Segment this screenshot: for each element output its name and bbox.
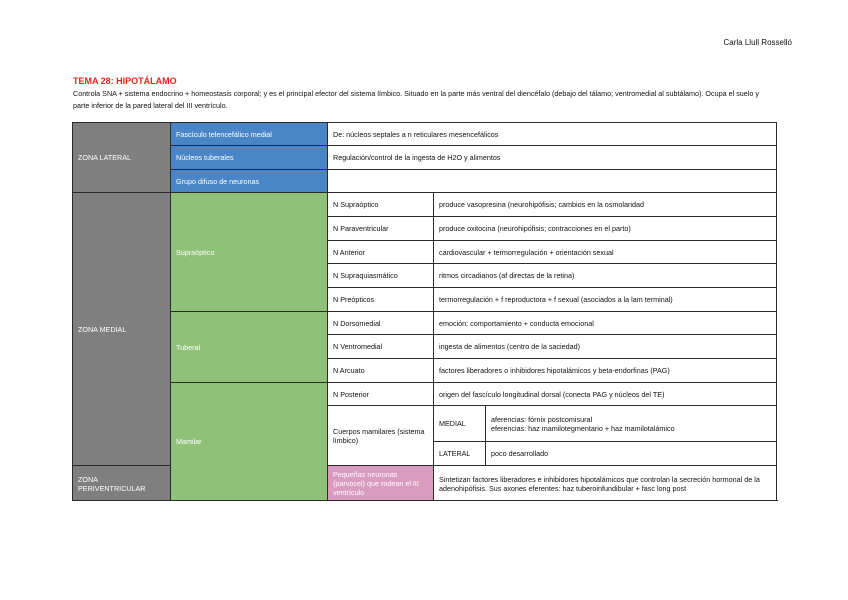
nucleus-name: N Preópticos	[328, 288, 434, 312]
nucleus-name: N Supraquiasmático	[328, 264, 434, 288]
nucleus-name: N Arcuato	[328, 359, 434, 383]
nucleus-name: N Paraventricular	[328, 217, 434, 241]
table-row	[73, 312, 777, 335]
zone-lateral-label: ZONA LATERAL	[73, 123, 171, 193]
nucleus-function: factores liberadores o inhibidores hipotalámicos y beta-endorfinas (PAG)	[434, 359, 777, 383]
nucleus-function: produce oxitocina (neurohipófisis; contracciones en el parto)	[434, 217, 777, 241]
cuerpos-mamilares: Cuerpos mamilares (sistema límbico)	[328, 406, 434, 466]
table-row	[73, 146, 777, 170]
region-tuberal: Tuberal	[171, 312, 328, 383]
region-supraoptico: Supraóptico	[171, 193, 328, 312]
nucleus-function: ingesta de alimentos (centro de la saciedad)	[434, 335, 777, 359]
lateral-structure-desc: De: núcleos septales a n reticulares mesencefálicos	[328, 123, 777, 146]
author-name: Carla Llull Rosselló	[723, 38, 792, 47]
lateral-structure-desc: Regulación/control de la ingesta de H2O y alimentos	[328, 146, 777, 170]
hypothalamus-table	[72, 122, 777, 501]
mamilar-medial-desc	[486, 406, 777, 442]
table-row	[73, 170, 777, 193]
document-title: TEMA 28: HIPOTÁLAMO	[73, 76, 177, 86]
nucleus-name: N Anterior	[328, 241, 434, 264]
zone-medial-label: ZONA MEDIAL	[73, 193, 171, 466]
lateral-structure-desc	[328, 170, 777, 193]
nucleus-function: origen del fascículo longitudinal dorsal (conecta PAG y núcleos del TE)	[434, 383, 777, 406]
region-mamilar: Mamilar	[171, 383, 328, 501]
aferencias-text: aferencias: fórnix postcomisural	[491, 414, 593, 424]
lateral-structure-name: Fascículo telencefálico medial	[171, 123, 328, 146]
lateral-structure-name: Grupo difuso de neuronas	[171, 170, 328, 193]
periventricular-structure-name: Pequeñas neuronas (parvocel) que rodean el III ventrículo	[328, 466, 434, 501]
nucleus-function: emoción: comportamiento + conducta emocional	[434, 312, 777, 335]
nucleus-name: N Dorsomedial	[328, 312, 434, 335]
nucleus-function: termorregulación + f reproductora + f sexual (asociados a la lam terminal)	[434, 288, 777, 312]
table-row	[73, 383, 777, 406]
nucleus-function: cardiovascular + termorregulación + orientación sexual	[434, 241, 777, 264]
nucleus-name: N Supraóptico	[328, 193, 434, 217]
lateral-structure-name: Núcleos tuberales	[171, 146, 328, 170]
nucleus-name: N Posterior	[328, 383, 434, 406]
intro-paragraph: Controla SNA + sistema endocrino + homeostasis corporal; y es el principal efector del sistema límbico. Situado en la parte más ventral del diencéfalo (debajo del tálamo; ventromedial al subtálamo). Ocupa el suelo y parte inferior de la pared lateral del III ventrículo.	[73, 89, 759, 110]
nucleus-name: N Ventromedial	[328, 335, 434, 359]
mamilar-lateral-label: LATERAL	[434, 442, 486, 466]
zone-periventricular-label: ZONA PERIVENTRICULAR	[73, 466, 171, 501]
nucleus-function: produce vasopresina (neurohipófisis; cambios en la osmolaridad	[434, 193, 777, 217]
periventricular-desc: Sintetizan factores liberadores e inhibidores hipotalámicos que controlan la secreción hormonal de la adenohipófisis. Sus axones eferentes: haz tuberoinfundibular + fasc long post	[434, 466, 777, 501]
mamilar-medial-label: MEDIAL	[434, 406, 486, 442]
mamilar-lateral-desc: poco desarrollado	[486, 442, 777, 466]
table-row	[73, 123, 777, 146]
nucleus-function: ritmos circadianos (af directas de la retina)	[434, 264, 777, 288]
eferencias-text: eferencias: haz mamilotegmentario + haz mamilotalámico	[491, 423, 675, 433]
table-row	[73, 193, 777, 217]
